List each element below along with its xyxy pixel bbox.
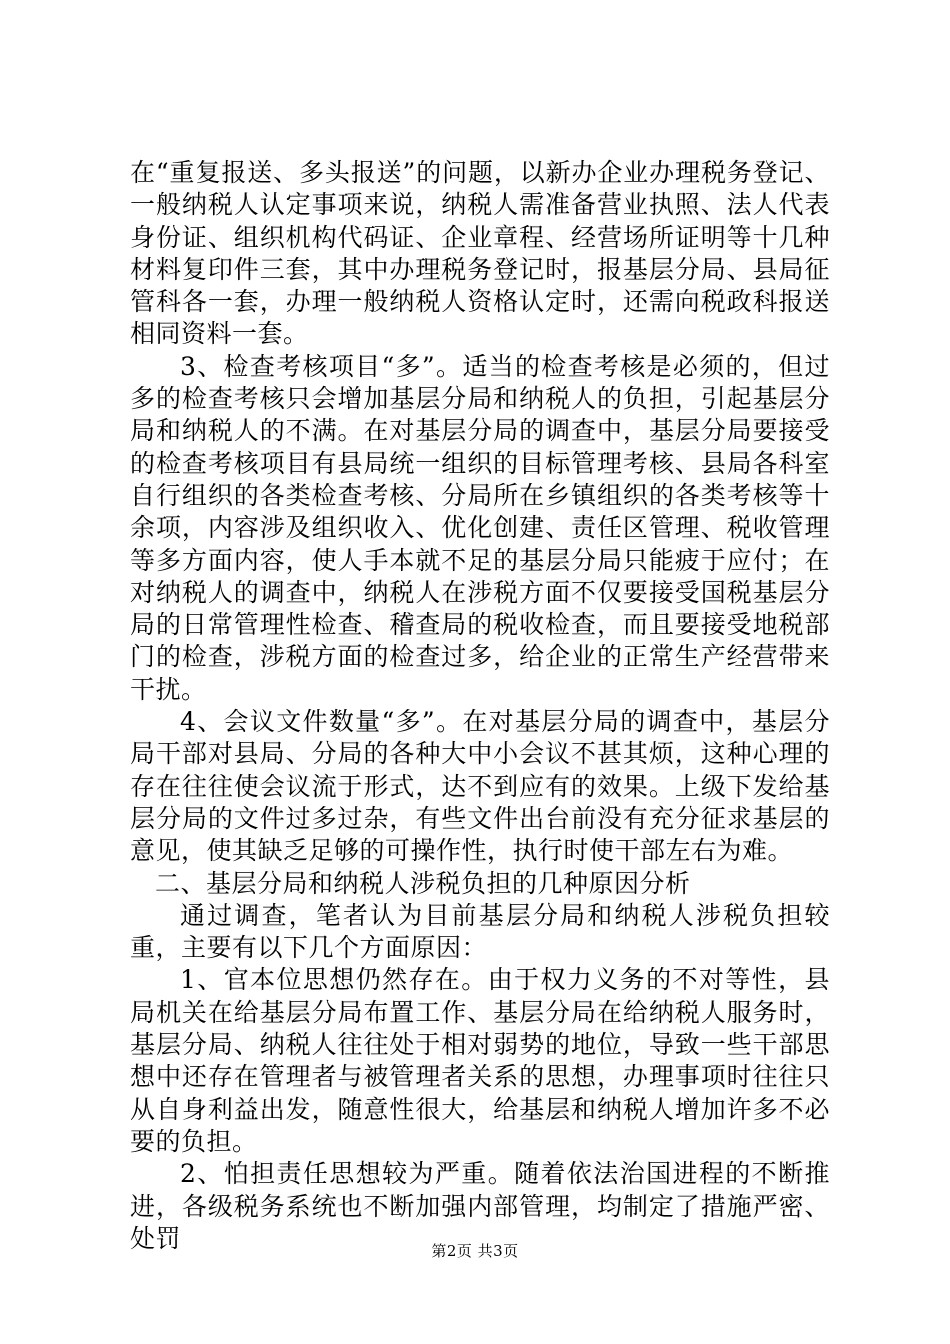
document-body <box>130 157 830 1255</box>
paragraph-item-4: 4、会议文件数量“多”。在对基层分局的调查中，基层分局干部对县局、分局的各种大中小会议不甚其烦，这种心理的存在往往使会议流于形式，达不到应有的效果。上级下发给基层分局的文件过多过杂，有些文件出台前没有充分征求基层的意见，使其缺乏足够的可操作性，执行时使干部左右为难。 <box>130 707 830 866</box>
paragraph-reason-2: 2、怕担责任思想较为严重。随着依法治国进程的不断推进，各级税务系统也不断加强内部管理，均制定了措施严密、处罚 <box>130 1159 830 1253</box>
paragraph-intro: 通过调查，笔者认为目前基层分局和纳税人涉税负担较重，主要有以下几个方面原因： <box>130 900 830 963</box>
paragraph-item-3: 3、检查考核项目“多”。适当的检查考核是必须的，但过多的检查考核只会增加基层分局和纳税人的负担，引起基层分局和纳税人的不满。在对基层分局的调查中，基层分局要接受的检查考核项目有县局统一组织的目标管理考核、县局各科室自行组织的各类检查考核、分局所在乡镇组织的各类考核等十余项，内容涉及组织收入、优化创建、责任区管理、税收管理等多方面内容，使人手本就不足的基层分局只能疲于应付；在对纳税人的调查中，纳税人在涉税方面不仅要接受国税基层分局的日常管理性检查、稽查局的税收检查，而且要接受地税部门的检查，涉税方面的检查过多，给企业的正常生产经营带来干扰。 <box>130 351 830 704</box>
page-number-footer: 第2页 共3页 <box>431 1242 519 1260</box>
paragraph-continuation: 在“重复报送、多头报送”的问题，以新办企业办理税务登记、一般纳税人认定事项来说，纳税人需准备营业执照、法人代表身份证、组织机构代码证、企业章程、经营场所证明等十几种材料复印件三套，其中办理税务登记时，报基层分局、县局征管科各一套，办理一般纳税人资格认定时，还需向税政科报送相同资料一套。 <box>130 158 830 349</box>
section-heading: 二、基层分局和纳税人涉税负担的几种原因分析 <box>155 868 691 898</box>
paragraph-reason-1: 1、官本位思想仍然存在。由于权力义务的不对等性，县局机关在给基层分局布置工作、基层分局在给纳税人服务时，基层分局、纳税人往往处于相对弱势的地位，导致一些干部思想中还存在管理者与被管理者关系的思想，办理事项时往往只从自身利益出发，随意性很大，给基层和纳税人增加许多不必要的负担。 <box>130 965 830 1156</box>
